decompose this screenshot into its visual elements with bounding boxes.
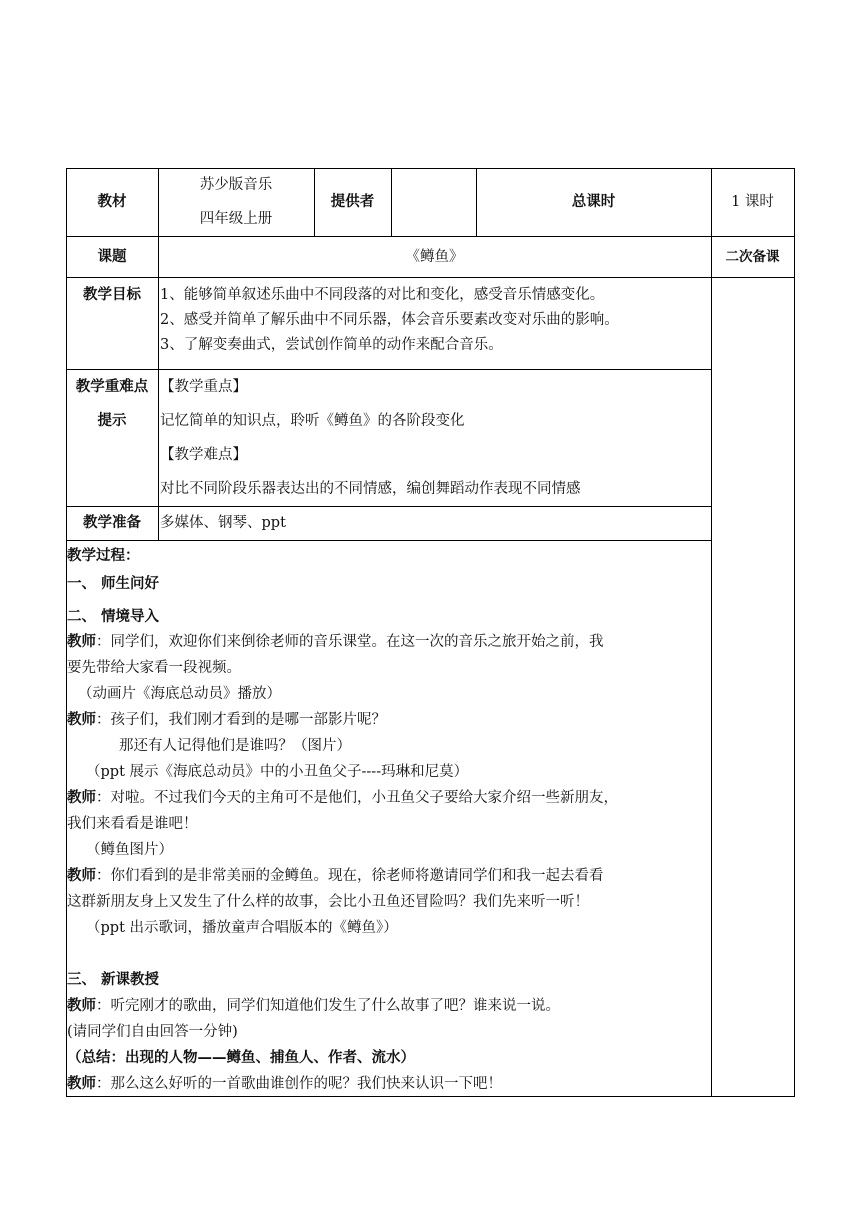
grid-line <box>794 168 795 1097</box>
grid-line <box>66 277 795 278</box>
grid-line <box>66 506 712 507</box>
teacher-label: 教师 <box>67 1076 96 1092</box>
grid-line <box>66 168 795 169</box>
teacher-label: 教师 <box>67 790 96 806</box>
summary-line: （总结：出现的人物——鳟鱼、捕鱼人、作者、流水） <box>67 1050 415 1066</box>
key-point-line: 【教学重点】 <box>160 379 247 395</box>
stage-note: （ppt 出示歌词，播放童声合唱版本的《鳟鱼》） <box>86 920 398 936</box>
key-point-line: 记忆简单的知识点，聆听《鳟鱼》的各阶段变化 <box>160 413 465 429</box>
teacher-label: 教师 <box>67 712 96 728</box>
section-heading: 一、 师生问好 <box>67 576 160 592</box>
paragraph-line: 这群新朋友身上又发生了什么样的故事，会比小丑鱼还冒险吗？我们先来听一听！ <box>67 894 589 910</box>
topic-value: 《鳟鱼》 <box>405 249 464 265</box>
paragraph-line: 教师：对啦。不过我们今天的主角可不是他们，小丑鱼父子要给大家介绍一些新朋友， <box>67 790 618 806</box>
goal-item: 1、能够简单叙述乐曲中不同段落的对比和变化，感受音乐情感变化。 <box>160 287 605 303</box>
label-second-prep: 二次备课 <box>725 249 780 265</box>
paragraph-line: 教师：同学们，欢迎你们来倒徐老师的音乐课堂。在这一次的音乐之旅开始之前，我 <box>67 634 604 650</box>
label-goals: 教学目标 <box>83 287 141 303</box>
grid-line <box>66 369 712 370</box>
teacher-label: 教师 <box>67 998 96 1014</box>
paragraph-line: 教师：那么这么好听的一首歌曲谁创作的呢？我们快来认识一下吧！ <box>67 1076 502 1092</box>
paragraph-line: 那还有人记得他们是谁吗？（图片） <box>119 738 351 754</box>
stage-note: （鳟鱼图片） <box>86 842 173 858</box>
grid-line <box>66 540 712 541</box>
goal-item: 3、了解变奏曲式，尝试创作简单的动作来配合音乐。 <box>160 337 503 353</box>
paragraph-line: 教师：听完刚才的歌曲，同学们知道他们发生了什么故事了吧？谁来说一说。 <box>67 998 560 1014</box>
label-material: 教材 <box>97 194 127 210</box>
teacher-label: 教师 <box>67 868 96 884</box>
paragraph-line: 要先带给大家看一段视频。 <box>67 660 241 676</box>
key-point-line: 对比不同阶段乐器表达出的不同情感，编创舞蹈动作表现不同情感 <box>160 481 581 497</box>
material-line2: 四年级上册 <box>199 211 273 227</box>
paragraph-line: 教师：你们看到的是非常美丽的金鳟鱼。现在，徐老师将邀请同学们和我一起去看看 <box>67 868 604 884</box>
section-heading: 二、 情境导入 <box>67 609 160 625</box>
label-topic: 课题 <box>97 249 127 265</box>
stage-note: (请同学们自由回答一分钟) <box>67 1024 238 1040</box>
label-key-points: 教学重难点 <box>75 379 149 395</box>
total-hours-value: 1 课时 <box>731 194 774 210</box>
paragraph-line: 教师：孩子们，我们刚才看到的是哪一部影片呢？ <box>67 712 386 728</box>
grid-line <box>391 168 392 236</box>
stage-note: （ppt 展示《海底总动员》中的小丑鱼父子----玛琳和尼莫） <box>86 764 469 780</box>
prep-value: 多媒体、钢琴、ppt <box>160 515 286 531</box>
section-heading: 三、 新课教授 <box>67 972 160 988</box>
label-total-hours: 总课时 <box>571 194 616 210</box>
goal-item: 2、感受并简单了解乐曲中不同乐器，体会音乐要素改变对乐曲的影响。 <box>160 312 619 328</box>
key-point-line: 【教学难点】 <box>160 447 247 463</box>
stage-note: （动画片《海底总动员》播放） <box>78 686 281 702</box>
label-key-points-hint: 提示 <box>97 413 127 429</box>
process-title: 教学过程： <box>67 548 140 564</box>
grid-line <box>711 168 712 1097</box>
paragraph-line: 我们来看看是谁吧！ <box>67 816 198 832</box>
label-prep: 教学准备 <box>83 515 141 531</box>
teacher-label: 教师 <box>67 634 96 650</box>
material-line1: 苏少版音乐 <box>199 177 273 193</box>
label-provider: 提供者 <box>330 194 375 210</box>
grid-line <box>66 236 795 237</box>
